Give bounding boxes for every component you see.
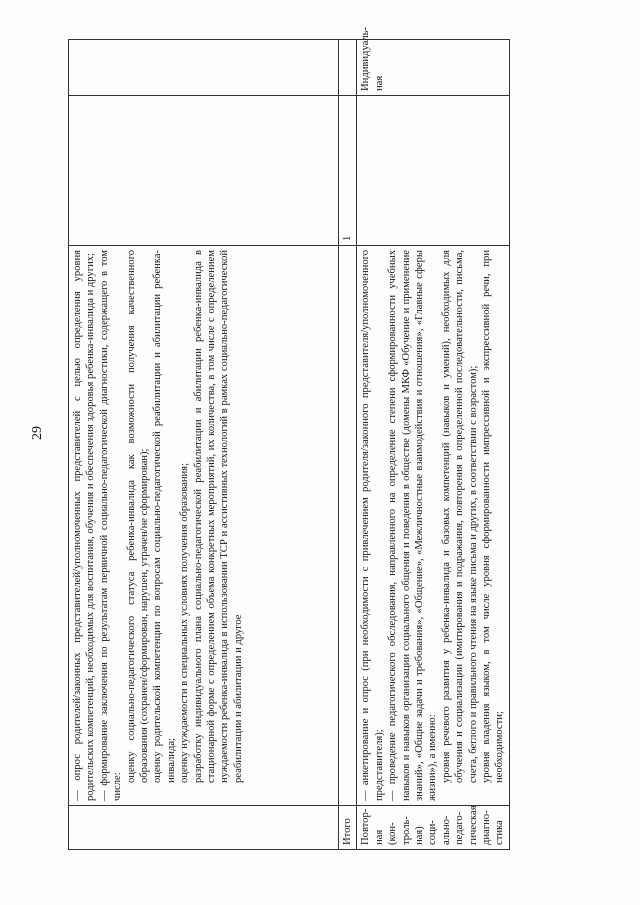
list-item: — проведение педагогического обследования, направленного на определение степени сформированности учебных навыков и навыков организации социального общения и поведения в обществе (домены МКФ «Обучение и применение знаний», «Общие задачи и требования», «Общение», «Межличностные взаимодействия и отношения», «Главные сферы жизни»), а именно: xyxy=(387,250,439,801)
list-item: уровня владения языком, в том числе уровня сформированности импрессивной и экспрессивной речи, при необходимости; xyxy=(481,250,506,783)
service-table xyxy=(68,26,510,850)
cell-procedures-1 xyxy=(69,246,339,806)
list-item: — анкетирование и опрос (при необходимости с привлечением родителя/законного представителя/уполномоченного представителя); xyxy=(360,250,385,801)
list-item: разработку индивидуального плана социально-педагогической реабилитации и абилитации ребенка-инвалида в стационарной форме с определением объема конкретных мероприятий, их количества, в том числе с определением нуждаемости ребенка-инвалида в использовании ТСР и ассистивных технологий в рамках социально-педагогической реабилитации и абилитации и другое xyxy=(192,250,244,783)
list-item: оценку родительской компетенции по вопросам социально-педагогической реабилитации и абилитации ребенка-инвалида; xyxy=(152,250,177,783)
page-number: 29 xyxy=(30,426,45,440)
rotated-table-wrapper xyxy=(68,26,506,850)
list-item: оценку социально-педагогического статуса ребенка-инвалида как возможности получения качественного образования (сохранен/сформирован, нарушен, утрачен/не сформирован); xyxy=(125,250,151,783)
table-row-total xyxy=(339,40,357,850)
cell-empty xyxy=(69,96,339,246)
table-row xyxy=(69,40,339,850)
total-value: 1 xyxy=(339,96,357,246)
cell-empty xyxy=(339,246,357,806)
list-item: — формирование заключения по результатам первичной социально-педагогической диагностики, содержащего в том числе: xyxy=(98,250,124,801)
cell-empty xyxy=(69,806,339,850)
list-item: оценку нуждаемости в специальных условиях получения образования; xyxy=(179,462,191,783)
row-type-label: Индивидуаль-ная xyxy=(357,40,509,96)
table-row xyxy=(357,40,509,850)
cell-procedures-2 xyxy=(357,246,509,806)
total-label: Итого xyxy=(339,806,357,850)
list-item: уровня речевого развития у ребенка-инвалида и базовых компетенций (навыков и умений), необходимых для обучения и социализации (имитирования и подражания, повторения в определенной последовательности, письма, счета, беглого и правильного чтения на языке письма и других, в соответствии с возрастом); xyxy=(440,250,479,783)
cell-empty xyxy=(69,40,339,96)
cell-empty xyxy=(357,96,509,246)
list-item: — опрос родителей/законных представителей/уполномоченных представителей с целью определения уровня родительских компетенций, необходимых для воспитания, обучения и обеспечения здоровья ребенка-инвалида и других; xyxy=(72,250,97,801)
cell-empty xyxy=(339,40,357,96)
repeat-diagnostics-label: Повтор-ная (кон-троль-ная) соци-ально-педаго-гическая диагно-стика xyxy=(357,806,509,850)
